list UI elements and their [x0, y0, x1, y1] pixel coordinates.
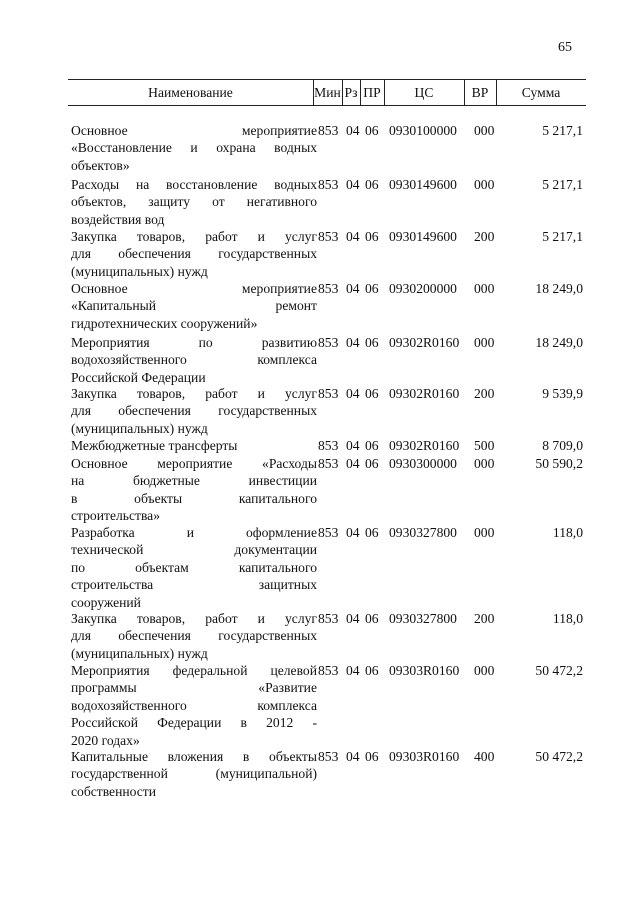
row-rz: 04: [346, 438, 360, 453]
row-min: 853: [318, 177, 339, 192]
row-rz: 04: [346, 386, 360, 401]
row-name-line: строительства»: [71, 508, 161, 524]
row-min: 853: [318, 229, 339, 244]
row-name-line: Капитальные вложения в объекты: [71, 749, 317, 764]
row-min: 853: [318, 123, 339, 138]
row-sum: 5 217,1: [542, 123, 583, 138]
row-min: 853: [318, 281, 339, 296]
row-name-line: Российской Федерации: [71, 369, 206, 385]
row-vr: 000: [474, 663, 495, 678]
row-pr: 06: [365, 749, 379, 764]
row-min: 853: [318, 438, 339, 453]
row-name-line: Основное мероприятие «Расходы: [71, 456, 317, 471]
row-cs: 09302R0160: [389, 386, 460, 401]
row-min: 853: [318, 525, 339, 540]
row-name: [71, 334, 317, 386]
row-name: [71, 437, 317, 454]
row-name-line: Закупка товаров, работ и услуг: [71, 229, 317, 244]
row-vr: 500: [474, 438, 495, 453]
row-name-line: Основное мероприятие: [71, 281, 317, 296]
table-header-bottom-rule: [68, 105, 586, 106]
row-min: 853: [318, 663, 339, 678]
row-name-line: «Капитальный ремонт: [71, 298, 317, 314]
row-vr: 000: [474, 525, 495, 540]
row-cs: 0930327800: [389, 611, 457, 626]
row-vr: 200: [474, 611, 495, 626]
row-cs: 09302R0160: [389, 335, 460, 350]
row-vr: 000: [474, 177, 495, 192]
row-cs: 09303R0160: [389, 663, 460, 678]
row-name-line: «Восстановление и охрана водных: [71, 140, 317, 156]
row-min: 853: [318, 456, 339, 471]
row-name-line: сооружений: [71, 594, 141, 610]
row-min: 853: [318, 386, 339, 401]
row-name-line: Закупка товаров, работ и услуг: [71, 611, 317, 626]
row-vr: 000: [474, 123, 495, 138]
row-rz: 04: [346, 335, 360, 350]
row-sum: 5 217,1: [542, 229, 583, 244]
page-number: 65: [558, 40, 572, 55]
row-name-line: в объекты капитального: [71, 490, 317, 506]
row-name: [71, 524, 317, 611]
row-vr: 400: [474, 749, 495, 764]
row-name-line: 2020 годах»: [71, 732, 140, 748]
row-vr: 200: [474, 386, 495, 401]
row-cs: 0930300000: [389, 456, 457, 471]
row-pr: 06: [365, 229, 379, 244]
row-name-line: (муниципальных) нужд: [71, 645, 208, 661]
column-header-rz: Рз: [344, 85, 358, 100]
row-vr: 000: [474, 335, 495, 350]
row-pr: 06: [365, 386, 379, 401]
table-header-top-rule: [68, 79, 586, 80]
row-rz: 04: [346, 123, 360, 138]
row-cs: 0930149600: [389, 229, 457, 244]
row-name-line: государственной (муниципальной): [71, 766, 317, 782]
row-name-line: на бюджетные инвестиции: [71, 473, 317, 489]
row-cs: 0930149600: [389, 177, 457, 192]
row-name: [71, 122, 317, 174]
row-sum: 18 249,0: [535, 335, 583, 350]
row-vr: 000: [474, 281, 495, 296]
row-min: 853: [318, 749, 339, 764]
column-header-pr: ПР: [363, 85, 381, 100]
row-name-line: программы «Развитие: [71, 680, 317, 696]
row-name: [71, 280, 317, 332]
row-sum: 50 590,2: [535, 456, 583, 471]
row-name: [71, 610, 317, 662]
row-rz: 04: [346, 456, 360, 471]
row-rz: 04: [346, 177, 360, 192]
row-name-line: (муниципальных) нужд: [71, 263, 208, 279]
row-name-line: для обеспечения государственных: [71, 403, 317, 419]
row-pr: 06: [365, 123, 379, 138]
row-rz: 04: [346, 525, 360, 540]
row-rz: 04: [346, 663, 360, 678]
row-vr: 200: [474, 229, 495, 244]
row-sum: 50 472,2: [535, 663, 583, 678]
row-name: [71, 176, 317, 228]
row-name-line: Мероприятия по развитию: [71, 335, 317, 350]
row-name-line: Расходы на восстановление водных: [71, 177, 317, 192]
row-name-line: собственности: [71, 783, 157, 799]
row-cs: 0930100000: [389, 123, 457, 138]
row-name-line: (муниципальных) нужд: [71, 420, 208, 436]
row-name-line: Основное мероприятие: [71, 123, 317, 138]
row-pr: 06: [365, 663, 379, 678]
row-min: 853: [318, 335, 339, 350]
row-rz: 04: [346, 281, 360, 296]
row-name-line: Межбюджетные трансферты: [71, 438, 238, 453]
row-pr: 06: [365, 438, 379, 453]
row-pr: 06: [365, 611, 379, 626]
row-name-line: для обеспечения государственных: [71, 246, 317, 262]
column-header-min: Мин: [314, 85, 341, 100]
row-sum: 118,0: [552, 611, 583, 626]
row-pr: 06: [365, 177, 379, 192]
row-vr: 000: [474, 456, 495, 471]
column-header-vr: ВР: [471, 85, 489, 100]
row-name-line: Закупка товаров, работ и услуг: [71, 386, 317, 401]
row-pr: 06: [365, 281, 379, 296]
row-name-line: для обеспечения государственных: [71, 628, 317, 644]
row-sum: 50 472,2: [535, 749, 583, 764]
row-sum: 18 249,0: [535, 281, 583, 296]
row-name: [71, 455, 317, 525]
row-name-line: Российской Федерации в 2012 -: [71, 715, 317, 731]
row-pr: 06: [365, 525, 379, 540]
row-name: [71, 385, 317, 437]
row-sum: 9 539,9: [542, 386, 583, 401]
column-header-name: Наименование: [148, 85, 233, 100]
row-name-line: водохозяйственного комплекса: [71, 352, 317, 368]
row-cs: 09302R0160: [389, 438, 460, 453]
row-min: 853: [318, 611, 339, 626]
row-cs: 0930327800: [389, 525, 457, 540]
row-name-line: объектов»: [71, 157, 130, 173]
column-header-sum: Сумма: [521, 85, 561, 100]
row-name: [71, 748, 317, 800]
row-name: [71, 228, 317, 280]
row-rz: 04: [346, 749, 360, 764]
row-name-line: по объектам капитального: [71, 559, 317, 575]
row-name-line: объектов, защиту от негативного: [71, 194, 317, 210]
row-name-line: гидротехнических сооружений»: [71, 315, 258, 331]
row-cs: 0930200000: [389, 281, 457, 296]
row-name-line: технической документации: [71, 542, 317, 558]
row-name-line: Разработка и оформление: [71, 525, 317, 540]
row-name-line: строительства защитных: [71, 577, 317, 593]
row-cs: 09303R0160: [389, 749, 460, 764]
row-name: [71, 662, 317, 749]
row-sum: 5 217,1: [542, 177, 583, 192]
row-name-line: водохозяйственного комплекса: [71, 697, 317, 713]
row-pr: 06: [365, 335, 379, 350]
row-name-line: Мероприятия федеральной целевой: [71, 663, 317, 678]
row-name-line: воздействия вод: [71, 211, 165, 227]
row-pr: 06: [365, 456, 379, 471]
row-sum: 118,0: [552, 525, 583, 540]
row-sum: 8 709,0: [542, 438, 583, 453]
row-rz: 04: [346, 611, 360, 626]
row-rz: 04: [346, 229, 360, 244]
column-header-cs: ЦС: [414, 85, 434, 100]
